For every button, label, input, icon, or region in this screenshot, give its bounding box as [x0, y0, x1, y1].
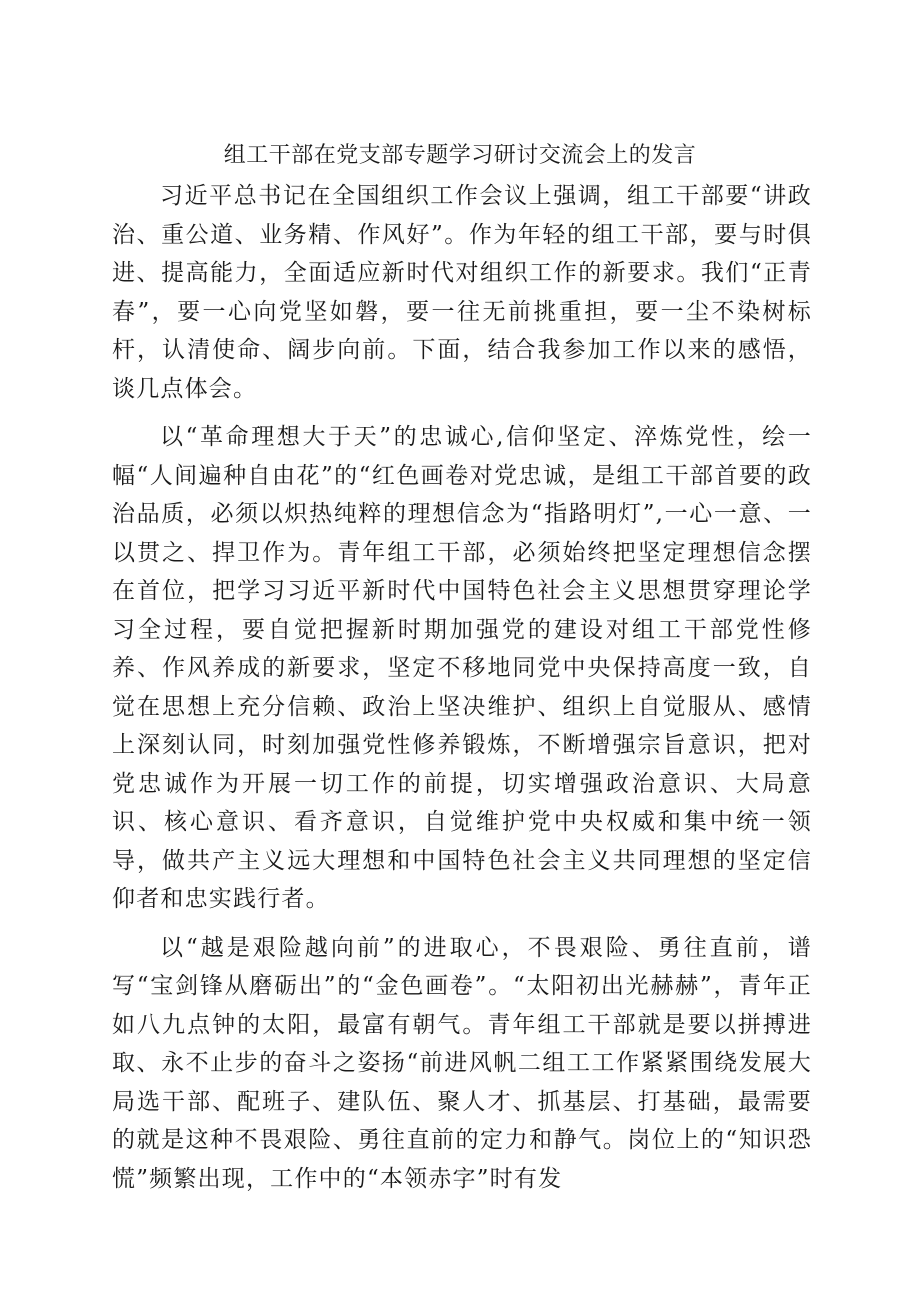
document-title: 组工干部在党支部专题学习研讨交流会上的发言 — [223, 143, 697, 168]
document-body — [112, 177, 812, 1198]
paragraph-progress: 以“越是艰险越向前”的进取心，不畏艰险、勇往直前，谱写“宝剑锋从磨砺出”的“金色画卷”。“太阳初出光赫赫”，青年正如八九点钟的太阳，最富有朝气。青年组工干部就是要以拼搏进取、永不止步的奋斗之姿扬“前进风帆二组工工作紧紧围绕发展大局选干部、配班子、建队伍、聚人才、抓基层、打基础，最需要的就是这种不畏艰险、勇往直前的定力和静气。岗位上的“知识恐慌”频繁出现，工作中的“本领赤字”时有发 — [112, 934, 812, 1192]
paragraph-loyalty: 以“革命理想大于天”的忠诚心,信仰坚定、淬炼党性，绘一幅“人间遍种自由花”的“红色画卷对党忠诚，是组工干部首要的政治品质，必须以炽热纯粹的理想信念为“指路明灯”,一心一意、一以贯之、捍卫作为。青年组工干部，必须始终把坚定理想信念摆在首位，把学习习近平新时代中国特色社会主义思想贯穿理论学习全过程，要自觉把握新时期加强党的建设对组工干部党性修养、作风养成的新要求，坚定不移地同党中央保持高度一致，自觉在思想上充分信赖、政治上坚决维护、组织上自觉服从、感情上深刻认同，时刻加强党性修养锻炼，不断增强宗旨意识，把对党忠诚作为开展一切工作的前提，切实增强政治意识、大局意识、核心意识、看齐意识，自觉维护党中央权威和集中统一领导，做共产主义远大理想和中国特色社会主义共同理想的坚定信仰者和忠实践行者。 — [112, 424, 812, 912]
paragraph-intro: 习近平总书记在全国组织工作会议上强调，组工干部要“讲政治、重公道、业务精、作风好”。作为年轻的组工干部，要与时俱进、提高能力，全面适应新时代对组织工作的新要求。我们“正青春”，要一心向党坚如磐，要一往无前挑重担，要一尘不染树标杆，认清使命、阔步向前。下面，结合我参加工作以来的感悟，谈几点体会。 — [112, 183, 812, 402]
